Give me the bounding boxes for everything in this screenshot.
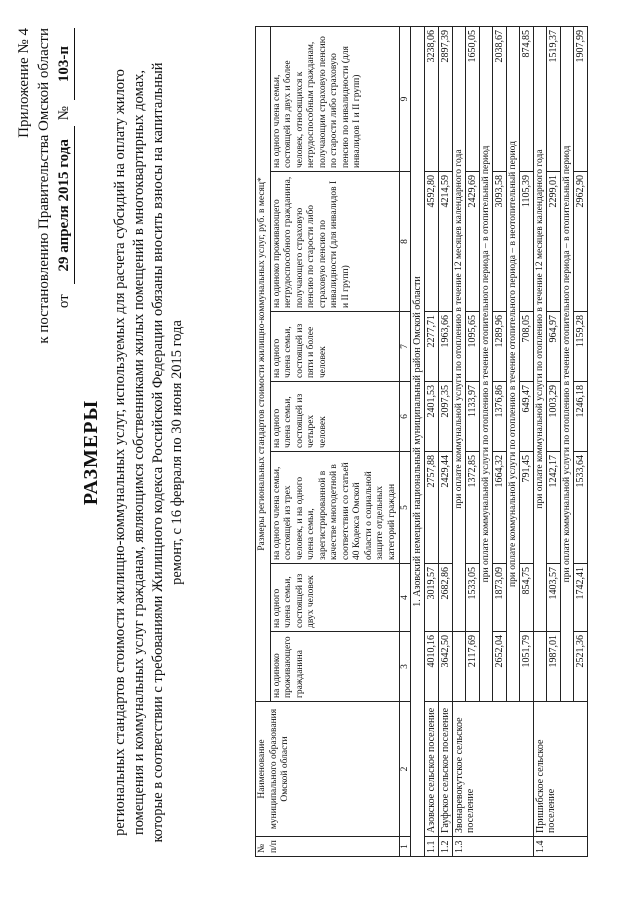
index-cell: 7 bbox=[400, 312, 411, 382]
value-cell: 1095,65 bbox=[466, 312, 480, 382]
value-cell: 4214,59 bbox=[439, 172, 453, 312]
row-num: 1.2 bbox=[439, 837, 453, 857]
appendix-decree: к постановлению Правительства Омской области bbox=[36, 28, 52, 344]
value-cell: 2117,69 bbox=[466, 632, 480, 702]
column-index-row bbox=[400, 26, 411, 856]
value-cell: 2897,39 bbox=[439, 26, 453, 171]
document-title: РАЗМЕРЫ bbox=[80, 399, 102, 506]
decree-number: 103-п bbox=[54, 28, 75, 100]
col-9-header: на одного члена семьи, состоящей из двух и более человек, относящихся к нетрудоспособным гражданам, получающим страховую пенсию по старости либо страховую пенсию по инвалидности (для инвалидов I и II групп) bbox=[270, 26, 400, 171]
value-cell: 1664,32 bbox=[493, 452, 507, 564]
value-cell: 2652,04 bbox=[493, 632, 507, 702]
heating-note: при оплате коммунальной услуги по отоплению в течение отопительного периода – в отопительный период bbox=[561, 26, 574, 701]
index-cell: 9 bbox=[400, 26, 411, 171]
value-cell bbox=[534, 632, 547, 702]
table-row bbox=[425, 26, 439, 856]
table-row bbox=[534, 26, 547, 856]
table-row bbox=[453, 26, 466, 856]
col-4-header: на одного члена семьи, состоящей из двух человек bbox=[270, 564, 400, 632]
index-cell: 2 bbox=[400, 702, 411, 837]
index-cell: 6 bbox=[400, 382, 411, 452]
col-5-header: на одного члена семьи, состоящей из трех человек, и на одного члена семьи, зарегистрированной в качестве многодетной в соответствии со статьей 40 Кодекса Омской области о социальной защите отдельных категорий граждан bbox=[270, 452, 400, 564]
table-row bbox=[439, 26, 453, 856]
value-cell: 2401,53 bbox=[425, 382, 439, 452]
col-num-header: № п/п bbox=[256, 837, 400, 857]
section-title: 1. Азовский немецкий национальный муниципальный район Омской области bbox=[411, 26, 425, 856]
value-cell: 1372,85 bbox=[466, 452, 480, 564]
col-6-header: на одного члена семьи, состоящей из четырех человек bbox=[270, 382, 400, 452]
value-cell: 2429,69 bbox=[466, 172, 480, 312]
value-cell bbox=[453, 632, 466, 702]
value-cell: 4010,16 bbox=[425, 632, 439, 702]
value-cell: 2038,67 bbox=[493, 26, 507, 171]
row-name: Пришибское сельское поселение bbox=[534, 702, 588, 837]
value-cell: 1650,05 bbox=[466, 26, 480, 171]
value-cell: 1519,37 bbox=[547, 26, 561, 171]
value-cell: 1987,01 bbox=[547, 632, 561, 702]
value-cell: 4592,80 bbox=[425, 172, 439, 312]
value-cell: 1533,05 bbox=[466, 564, 480, 632]
value-cell: 874,85 bbox=[520, 26, 534, 171]
decree-date: 29 апреля 2015 года bbox=[54, 126, 75, 284]
value-cell: 2429,44 bbox=[439, 452, 453, 564]
value-cell: 1246,18 bbox=[574, 382, 588, 452]
heating-note: при оплате коммунальной услуги по отоплению в течение 12 месяцев календарного года bbox=[453, 26, 466, 631]
value-cell: 2682,86 bbox=[439, 564, 453, 632]
row-num: 1.3 bbox=[453, 837, 534, 857]
value-cell: 2097,35 bbox=[439, 382, 453, 452]
value-cell: 1963,66 bbox=[439, 312, 453, 382]
value-cell: 1289,96 bbox=[493, 312, 507, 382]
value-cell: 854,75 bbox=[520, 564, 534, 632]
value-cell: 1105,39 bbox=[520, 172, 534, 312]
col-7-header: на одного члена семьи, состоящей из пяти и более человек bbox=[270, 312, 400, 382]
heating-note: при оплате коммунальной услуги по отоплению в течение отопительного периода – в неотопительный период bbox=[507, 26, 520, 701]
from-label: от bbox=[56, 294, 72, 309]
value-cell: 3093,58 bbox=[493, 172, 507, 312]
value-cell: 649,47 bbox=[520, 382, 534, 452]
index-cell: 8 bbox=[400, 172, 411, 312]
value-cell: 791,45 bbox=[520, 452, 534, 564]
value-cell: 3642,50 bbox=[439, 632, 453, 702]
heating-note: при оплате коммунальной услуги по отоплению в течение отопительного периода – в отопительный период bbox=[480, 26, 493, 701]
section-row bbox=[411, 26, 425, 856]
value-cell: 3238,06 bbox=[425, 26, 439, 171]
value-cell: 1051,79 bbox=[520, 632, 534, 702]
header-row-1 bbox=[256, 26, 271, 856]
document-subtitle: региональных стандартов стоимости жилищно-коммунальных услуг, используемых для расчета субсидий на оплату жилого помещения и коммунальных услуг гражданам, являющимся собственниками жилых помещений в многоквартирных домах, которые в соответствии с требованиями Жилищного кодекса Российской Федерации обязаны вносить взносы на капитальный ремонт, с 16 февраля по 30 июня 2015 года bbox=[112, 62, 185, 843]
col-3-header: на одиноко проживающего гражданина bbox=[270, 632, 400, 702]
heating-note: при оплате коммунальной услуги по отоплению в течение 12 месяцев календарного года bbox=[534, 26, 547, 631]
value-cell: 2757,88 bbox=[425, 452, 439, 564]
title-block bbox=[80, 40, 187, 865]
value-cell: 3019,57 bbox=[425, 564, 439, 632]
row-name: Азовское сельское поселение bbox=[425, 702, 439, 837]
row-name: Гауфское сельское поселение bbox=[439, 702, 453, 837]
value-cell: 2299,01 bbox=[547, 172, 561, 312]
value-cell: 1873,09 bbox=[493, 564, 507, 632]
appendix-header bbox=[14, 28, 75, 344]
row-num: 1.1 bbox=[425, 837, 439, 857]
value-cell: 1242,17 bbox=[547, 452, 561, 564]
value-cell: 1907,99 bbox=[574, 26, 588, 171]
value-cell: 1159,28 bbox=[574, 312, 588, 382]
value-cell: 708,05 bbox=[520, 312, 534, 382]
index-cell: 5 bbox=[400, 452, 411, 564]
index-cell: 3 bbox=[400, 632, 411, 702]
value-cell: 2521,36 bbox=[574, 632, 588, 702]
appendix-date-line bbox=[54, 28, 75, 344]
value-cell: 1133,97 bbox=[466, 382, 480, 452]
number-label: № bbox=[56, 106, 72, 121]
col-8-header: на одиноко проживающего нетрудоспособного гражданина, получающего страховую пенсию по старости либо страховую пенсию по инвалидности (для инвалидов I и II групп) bbox=[270, 172, 400, 312]
row-name: Звонаревокутское сельское поселение bbox=[453, 702, 534, 837]
value-cell: 2962,90 bbox=[574, 172, 588, 312]
col-name-header: Наименование муниципального образования Омской области bbox=[256, 702, 400, 837]
index-cell: 1 bbox=[400, 837, 411, 857]
value-cell: 1376,86 bbox=[493, 382, 507, 452]
index-cell: 4 bbox=[400, 564, 411, 632]
value-cell: 1533,64 bbox=[574, 452, 588, 564]
col-group-header: Размеры региональных стандартов стоимости жилищно-коммунальных услуг, руб. в месяц* bbox=[256, 26, 271, 701]
value-cell: 1403,57 bbox=[547, 564, 561, 632]
value-cell: 1003,29 bbox=[547, 382, 561, 452]
appendix-number: Приложение № 4 bbox=[16, 28, 32, 138]
value-cell: 2277,71 bbox=[425, 312, 439, 382]
row-num: 1.4 bbox=[534, 837, 588, 857]
value-cell: 964,97 bbox=[547, 312, 561, 382]
standards-table bbox=[255, 26, 588, 857]
value-cell: 1742,41 bbox=[574, 564, 588, 632]
